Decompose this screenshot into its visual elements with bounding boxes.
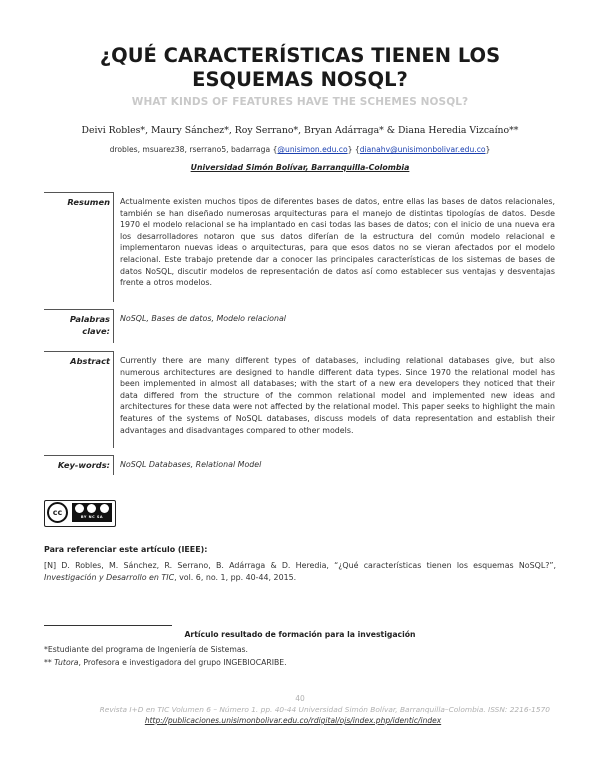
resumen-label: Resumen bbox=[67, 197, 110, 207]
email-link-unisimon[interactable]: @unisimon.edu.co bbox=[277, 145, 348, 154]
nc-icon bbox=[87, 504, 96, 513]
keywords-text: NoSQL Databases, Relational Model bbox=[120, 460, 262, 469]
reference-heading: Para referenciar este artículo (IEEE): bbox=[44, 545, 208, 554]
reference-journal: Investigación y Desarrollo en TIC bbox=[44, 572, 175, 582]
journal-url-link[interactable]: http://publicaciones.unisimonbolivar.edu.co/rdigital/ojs/index.php/identic/index bbox=[144, 716, 442, 725]
palabras-clave-rule bbox=[44, 309, 114, 310]
footnote-tutor-marker: ** bbox=[44, 658, 55, 667]
by-icon bbox=[75, 504, 84, 513]
cc-attribution-icons bbox=[73, 504, 111, 514]
abstract-divider bbox=[113, 351, 114, 448]
paper-subtitle: WHAT KINDS OF FEATURES HAVE THE SCHEMES NOSQL? bbox=[131, 96, 469, 108]
keywords-label: Key-words: bbox=[57, 460, 110, 470]
footnote-tutor-role: Tutora bbox=[54, 658, 79, 667]
university-affiliation: Universidad Simón Bolívar, Barranquilla-Colombia bbox=[190, 163, 410, 172]
keywords-divider bbox=[113, 455, 114, 475]
palabras-clave-label-line1: Palabras bbox=[69, 314, 110, 324]
footnote-rule bbox=[44, 625, 172, 626]
resumen-divider bbox=[113, 192, 114, 302]
palabras-clave-label bbox=[44, 313, 110, 337]
reference-main: [N] D. Robles, M. Sánchez, R. Serrano, B. Adárraga & D. Heredia, “¿Qué características tienen los esquemas NoSQL?”, bbox=[44, 561, 556, 570]
palabras-clave-divider bbox=[113, 309, 114, 343]
reference-text bbox=[44, 560, 556, 584]
email-link-dianahv[interactable]: dianahv@unisimonbolivar.edu.co bbox=[359, 145, 486, 154]
footnote-heading: Artículo resultado de formación para la investigación bbox=[184, 630, 416, 639]
abstract-rule bbox=[44, 351, 114, 352]
resumen-rule bbox=[44, 192, 114, 193]
footnote-tutor bbox=[44, 658, 287, 667]
resumen-text: Actualmente existen muchos tipos de diferentes bases de datos, entre ellas las bases de datos relacionales, también se han diseñado numerosas arquitecturas para el manejo de distintas tipologías de datos. Desde 1970 el modelo relacional se ha implantado en casi todas las bases de datos; con el inicio de una nueva era los desarrolladores notaron que sus datos diferían de la estructura del común modelo relacional e implementaron nuevas ideas o arquitecturas, para que esos datos no se vieran afectados por el modelo relacional. Este trabajo pretende dar a conocer las principales características de los sistemas de bases de datos NoSQL, discutir modelos de representación de datos así como establecer sus ventajas y desventajas frente a otros modelos. bbox=[120, 197, 555, 288]
emails-suffix: } bbox=[485, 145, 491, 154]
journal-info: Revista I+D en TIC Volumen 6 – Número 1. pp. 40-44 Universidad Simón Bolívar, Barranquilla–Colombia. ISSN: 2216-1570 bbox=[99, 705, 550, 714]
keywords-rule bbox=[44, 455, 114, 456]
page-number: 40 bbox=[295, 694, 305, 703]
footnote-students: *Estudiante del programa de Ingeniería de Sistemas. bbox=[44, 645, 248, 654]
paper-title: ¿QUÉ CARACTERÍSTICAS TIENEN LOS ESQUEMAS NOSQL? bbox=[99, 44, 501, 91]
abstract-label: Abstract bbox=[70, 356, 110, 366]
abstract-text: Currently there are many different types of databases, including relational databases give, but also numerous architectures are designed to handle different data types. Since 1970 the relational model has been implemented in almost all databases; with the start of a new era developers they noticed that their data differed from the structure of the common relational model and implemented new ideas and architectures for these data were not affected by the relational model. This paper seeks to highlight the main features of the systems of NoSQL databases, discuss models of data representation and establish their advantages and disadvantages compared to other models. bbox=[120, 356, 555, 435]
authors-line: Deivi Robles*, Maury Sánchez*, Roy Serrano*, Bryan Adárraga* & Diana Heredia Vizcaíno** bbox=[81, 125, 519, 136]
creative-commons-icon[interactable] bbox=[44, 500, 116, 527]
emails-middle: } bbox=[347, 145, 355, 154]
palabras-clave-label-line2: clave: bbox=[82, 326, 110, 336]
footnote-tutor-text: , Profesora e investigadora del grupo INGEBIOCARIBE. bbox=[78, 658, 287, 667]
cc-band-text: BY NC SA bbox=[80, 515, 104, 519]
reference-tail: , vol. 6, no. 1, pp. 40-44, 2015. bbox=[174, 572, 297, 582]
emails-prefix: drobles, msuarez38, rserrano5, badarraga { bbox=[109, 145, 278, 154]
palabras-clave-text: NoSQL, Bases de datos, Modelo relacional bbox=[120, 314, 286, 323]
cc-logo: cc bbox=[47, 502, 68, 523]
author-emails: drobles, msuarez38, rserrano5, badarraga {@unisimon.edu.co} {dianahv@unisimonbolivar.edu.co} bbox=[109, 145, 491, 154]
sa-icon bbox=[100, 504, 109, 513]
